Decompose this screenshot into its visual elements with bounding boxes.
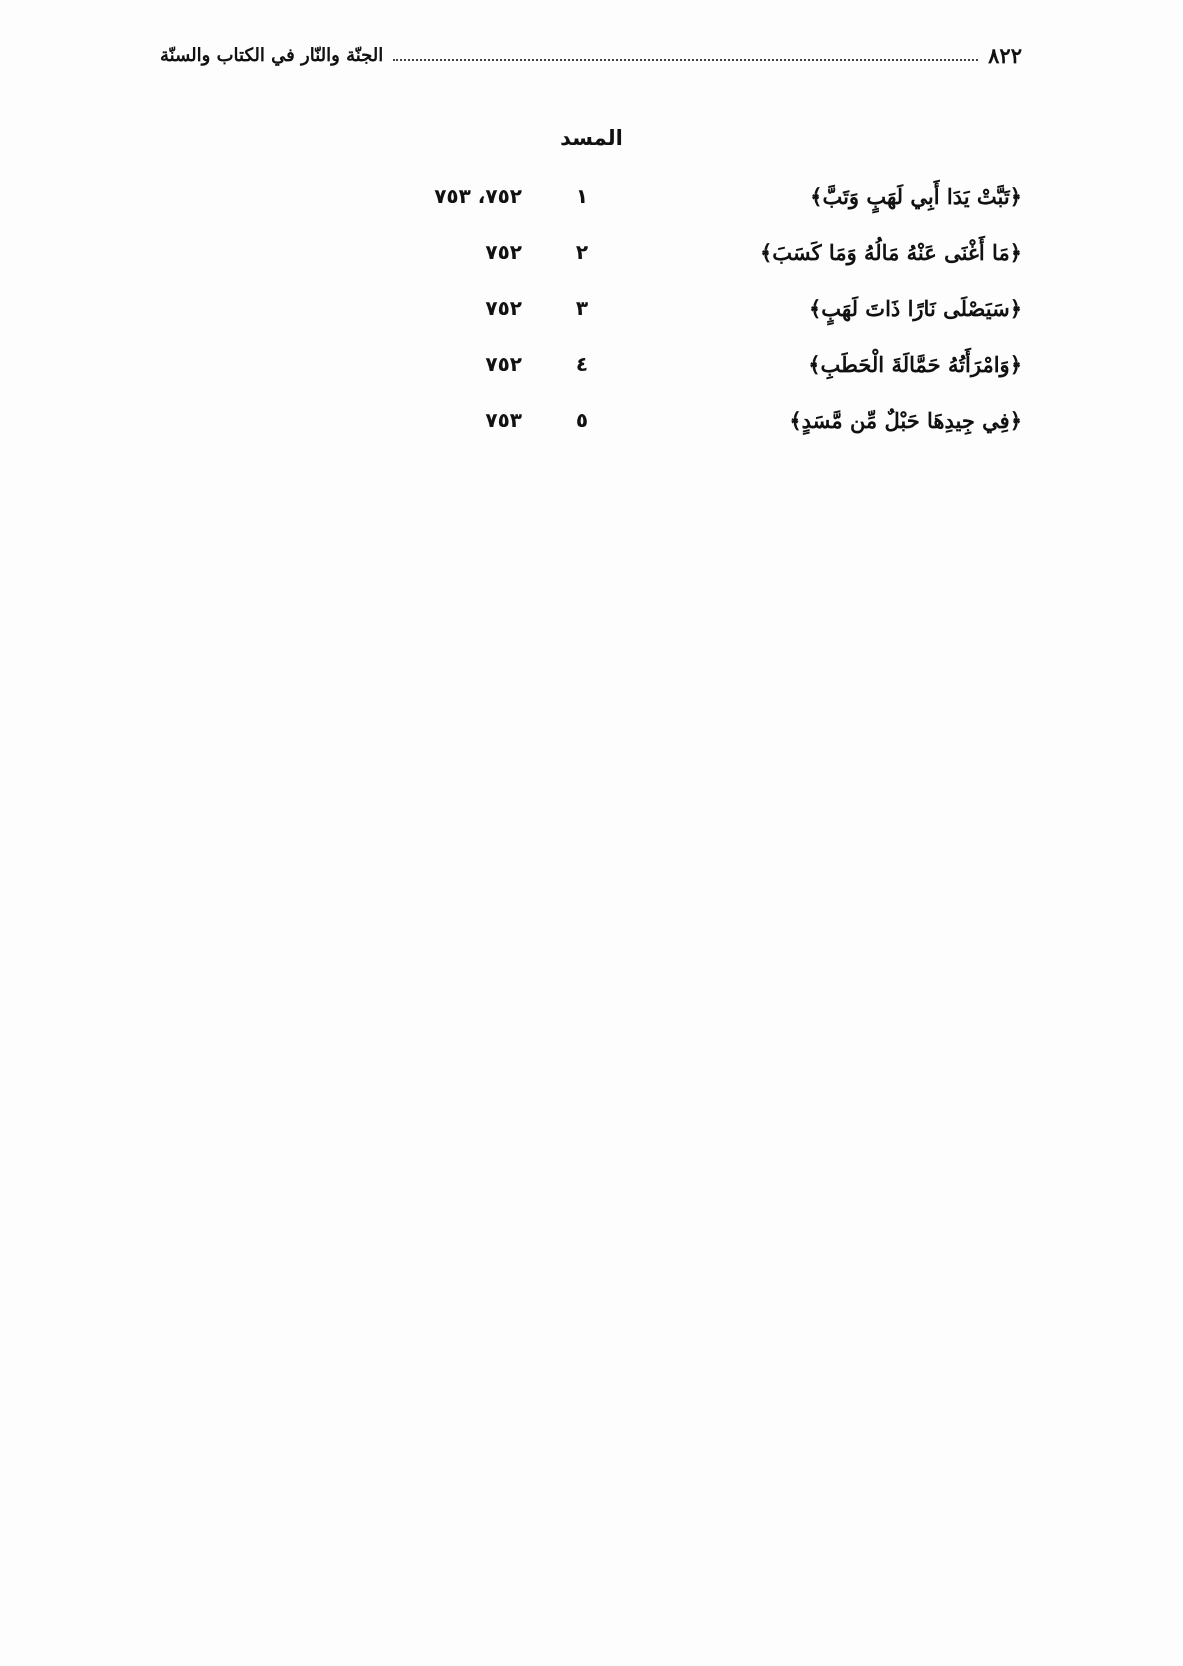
surah-heading: المسد bbox=[560, 126, 623, 150]
index-row bbox=[200, 352, 1022, 408]
verse-text: ﴿تَبَّتْ يَدَا أَبِي لَهَبٍ وَتَبَّ﴾ bbox=[810, 184, 1022, 209]
verse-index-table bbox=[200, 184, 1022, 464]
verse-number: ٥ bbox=[575, 408, 589, 432]
book-title: الجنّة والنّار في الكتاب والسنّة bbox=[160, 44, 384, 66]
page-number: ٨٢٢ bbox=[988, 42, 1022, 68]
page-references: ٧٥٢ bbox=[485, 240, 522, 264]
verse-number: ٢ bbox=[575, 240, 589, 264]
verse-text: ﴿وَامْرَأَتُهُ حَمَّالَةَ الْحَطَبِ﴾ bbox=[808, 352, 1022, 377]
running-header bbox=[160, 40, 1022, 70]
verse-number: ٣ bbox=[575, 296, 589, 320]
page-references: ٧٥٢، ٧٥٣ bbox=[434, 184, 522, 208]
index-row bbox=[200, 408, 1022, 464]
page-references: ٧٥٢ bbox=[485, 296, 522, 320]
index-row bbox=[200, 184, 1022, 240]
verse-number: ٤ bbox=[575, 352, 589, 376]
index-row bbox=[200, 296, 1022, 352]
verse-number: ١ bbox=[575, 184, 589, 208]
verse-text: ﴿فِي جِيدِهَا حَبْلٌ مِّن مَّسَدٍ﴾ bbox=[789, 408, 1022, 433]
page-references: ٧٥٣ bbox=[485, 408, 522, 432]
page-references: ٧٥٢ bbox=[485, 352, 522, 376]
verse-text: ﴿سَيَصْلَى نَارًا ذَاتَ لَهَبٍ﴾ bbox=[808, 296, 1022, 321]
verse-text: ﴿مَا أَغْنَى عَنْهُ مَالُهُ وَمَا كَسَبَ﴾ bbox=[759, 240, 1022, 265]
index-row bbox=[200, 240, 1022, 296]
dot-leader bbox=[393, 59, 978, 61]
